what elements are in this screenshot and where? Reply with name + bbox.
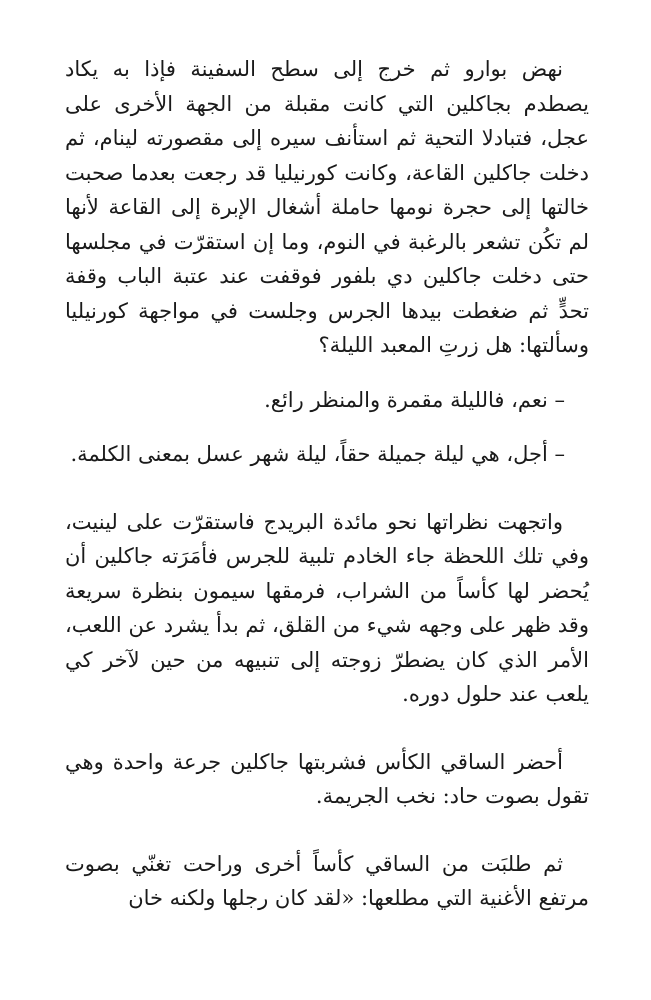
paragraph-2: واتجهت نظراتها نحو مائدة البريدج فاستقرّت على لينيت، وفي تلك اللحظة جاء الخادم تلبية للجرس فأمَرَته جاكلين أن يُحضر لها كأساً من الشراب، فرمقها سيمون بنظرة سريعة وقد ظهر على وجهه شيء من القلق، ثم بدأ يشرد عن اللعب، الأمر الذي كان يضطرّ زوجته إلى تنبيهه من حين لآخر كي يلعب عند حلول دوره. [65,509,589,706]
paragraph-4: ثم طلبَت من الساقي كأساً أخرى وراحت تغنّي بصوت مرتفع الأغنية التي مطلعها: «لقد كان رجلها ولكنه خان [65,851,589,910]
dialogue-line-2: – أجل، هي ليلة جميلة حقاً، ليلة شهر عسل بمعنى الكلمة. [70,442,565,466]
dialogue-line-1: – نعم، فالليلة مقمرة والمنظر رائع. [264,387,565,412]
paragraph-3: أحضر الساقي الكأس فشربتها جاكلين جرعة واحدة وهي تقول بصوت حاد: نخب الجريمة. [65,749,589,808]
book-page [65,52,589,916]
paragraph-1: نهض بوارو ثم خرج إلى سطح السفينة فإذا به يكاد يصطدم بجاكلين التي كانت مقبلة من الجهة الأخرى على عجل، فتبادلا التحية ثم استأنف سيره إلى مقصورته لينام، ثم دخلت جاكلين القاعة، وكانت كورنيليا قد رجعت بعدما صحبت خالتها إلى حجرة نومها حاملة أشغال الإبرة إلى القاعة لأنها لم تكُن تشعر بالرغبة في النوم، وما إن استقرّت في مجلسها حتى دخلت جاكلين دي بلفور فوقفت عند عتبة الباب وقفة تحدٍّ ثم ضغطت بيدها الجرس وجلست في مواجهة كورنيليا وسألتها: هل زرتِ المعبد الليلة؟ [65,57,589,357]
